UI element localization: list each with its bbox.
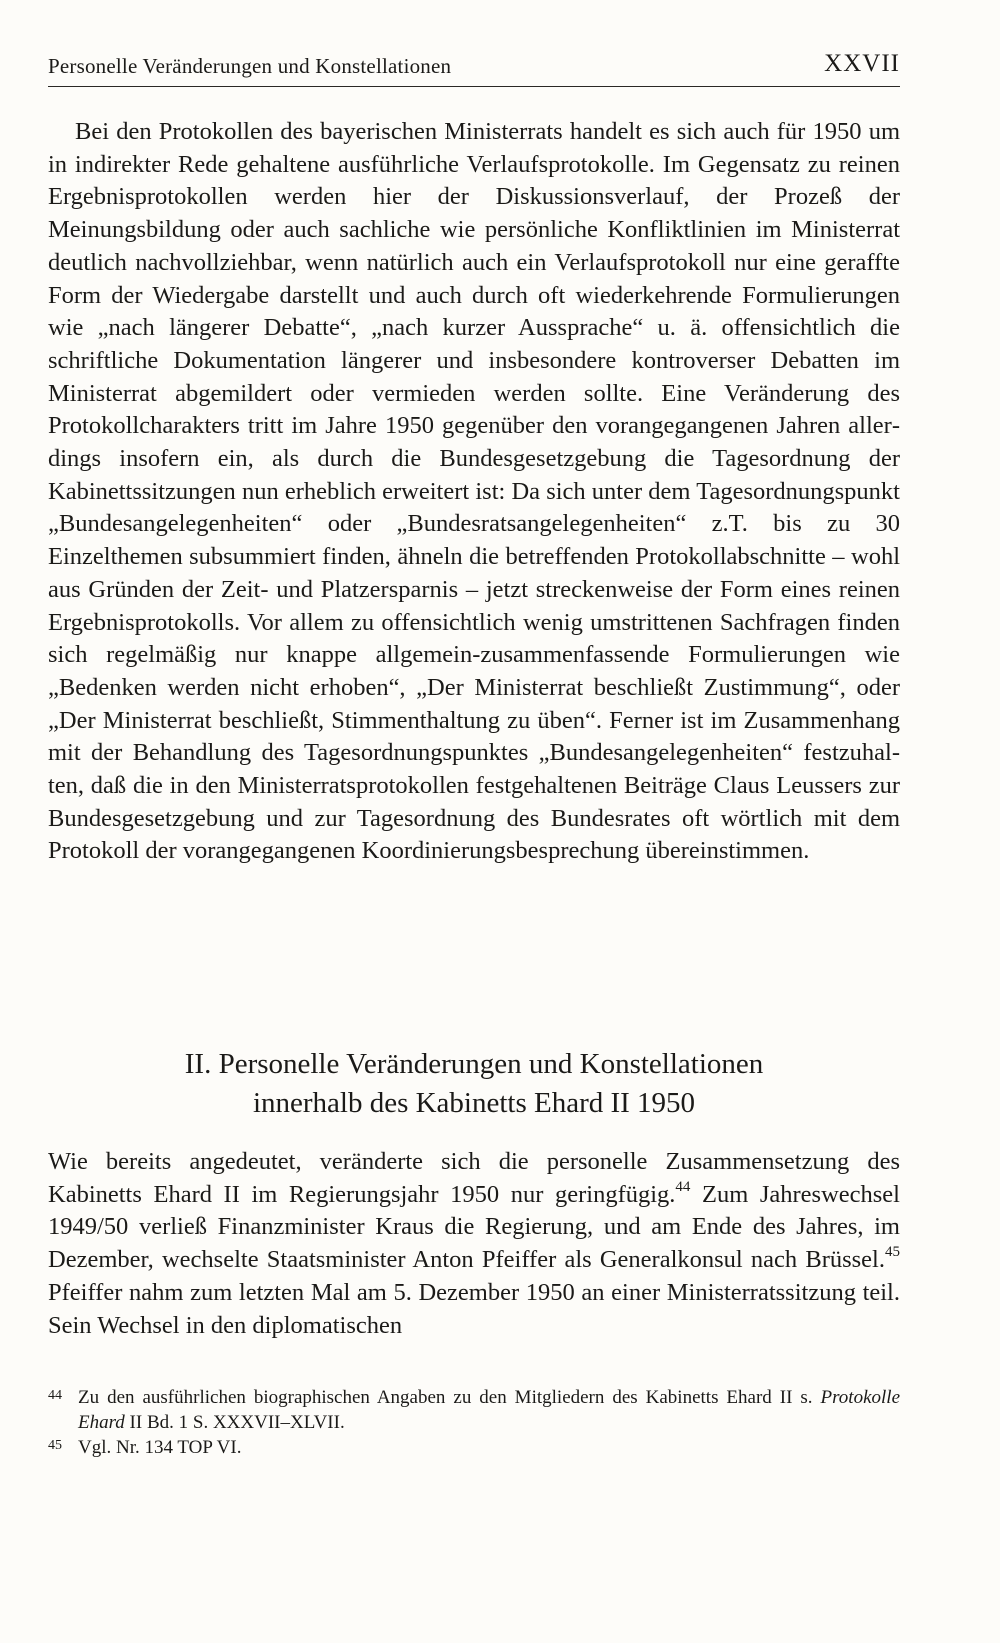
section-heading: [48, 1045, 900, 1123]
footnote-44: [48, 1385, 900, 1435]
running-header: [48, 50, 900, 87]
footnote-italic-title: Protokolle Ehard: [78, 1387, 900, 1433]
body-paragraph-1: Bei den Protokollen des bayerischen Ministerrats handelt es sich auch für 1950 um in indirekter Rede gehaltene ausführliche Verlaufsprotokolle. Im Gegensatz zu reinen Ergebnisprotokollen werden hier der Diskussionsverlauf, der Prozeß der Meinungsbildung oder auch sachliche wie persönliche Konfliktlinien im Ministerrat deutlich nachvollziehbar, wenn natürlich auch ein Verlaufsprotokoll nur eine geraffte Form der Wiedergabe darstellt und auch durch oft wiederkehrende Formulierungen wie „nach längerer Debatte“, „nach kurzer Aussprache“ u. ä. offensichtlich die schriftliche Dokumentation längerer und insbesondere kontroverser Debatten im Ministerrat abgemildert oder vermieden werden sollte. Eine Veränderung des Protokollcharakters tritt im Jahre 1950 gegenüber den vorangegangenen Jahren allerdings insofern ein, als durch die Bundesgesetzgebung die Tagesordnung der Kabinettssitzungen nun erheblich erweitert ist: Da sich unter dem Tagesordnungspunkt „Bundesangelegenheiten“ oder „Bundesratsangelegenheiten“ z.T. bis zu 30 Einzelthemen subsummiert finden, ähneln die betreffenden Protokollabschnitte – wohl aus Gründen der Zeit- und Platzersparnis – jetzt streckenweise der Form eines reinen Ergebnisprotokolls. Vor allem zu offensichtlich wenig umstrittenen Sachfragen finden sich regelmäßig nur knappe allgemein-zusammenfassende Formulierungen wie „Bedenken werden nicht erhoben“, „Der Ministerrat beschließt Zustimmung“, oder „Der Ministerrat beschließt, Stimmenthaltung zu üben“. Ferner ist im Zusammenhang mit der Behandlung des Tagesordnungspunktes „Bundesangelegenheiten“ festzuhalten, daß die in den Ministerratsprotokollen festgehaltenen Beiträge Claus Leussers zur Bundesgesetzgebung und zur Tagesordnung des Bundesrates oft wörtlich mit dem Protokoll der vorangegangenen Koordinierungsbesprechung übereinstimmen.: [48, 118, 900, 865]
section-heading-line-2: innerhalb des Kabinetts Ehard II 1950: [252, 1087, 696, 1119]
paragraph-2-text-2: Zum Jahreswechsel 1949/50 verließ Finanzminister Kraus die Regierung, und am Ende des Jahres, im Dezember, wechselte Staatsminister Anton Pfeiffer als Generalkonsul nach Brüssel.: [48, 1180, 900, 1274]
body-paragraph-2: [48, 1146, 900, 1342]
footnote-number: 45: [48, 1438, 62, 1453]
footnote-text: Zu den ausführlichen biographischen Angaben zu den Mitgliedern des Kabinetts Ehard II s.: [78, 1387, 821, 1408]
footnote-ref-44: 44: [675, 1178, 691, 1195]
footnotes: [48, 1385, 900, 1460]
footnote-45: [48, 1435, 900, 1460]
paragraph-2-text-1: Wie bereits angedeutet, veränderte sich die personelle Zusammensetzung des Kabinetts Ehard II im Regierungsjahr 1950 nur geringfügig.: [48, 1148, 900, 1208]
section-heading-line-1: II. Personelle Veränderungen und Konstellationen: [184, 1048, 764, 1080]
footnote-text: Vgl. Nr. 134 TOP VI.: [78, 1437, 242, 1458]
footnote-number: 44: [48, 1388, 62, 1403]
running-header-title: Personelle Veränderungen und Konstellationen: [48, 54, 452, 78]
footnote-text-end: II Bd. 1 S. XXXVII–XLVII.: [124, 1412, 345, 1433]
paragraph-2-text-3: Pfeiffer nahm zum letzten Mal am 5. Dezember 1950 an einer Ministerratssitzung teil. Sein Wechsel in den diplomatischen: [48, 1278, 900, 1339]
footnote-ref-45: 45: [885, 1243, 900, 1260]
page-number: XXVII: [824, 50, 900, 77]
